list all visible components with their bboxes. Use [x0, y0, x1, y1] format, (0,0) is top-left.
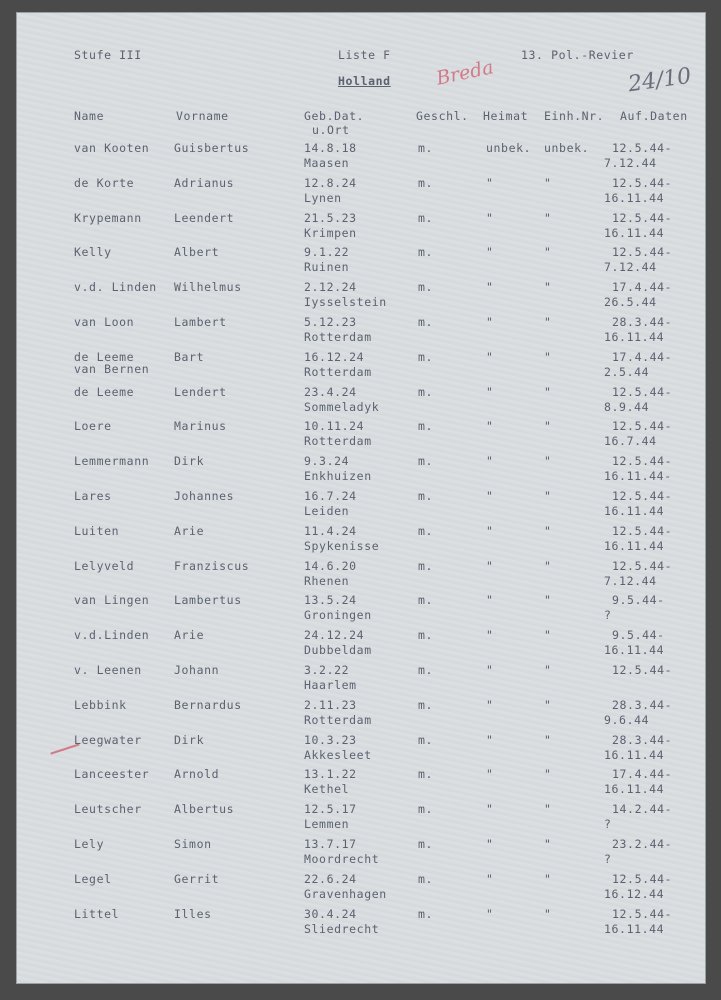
sex-cell: m. — [418, 211, 434, 225]
stay-start-cell: 28.3.44- — [612, 315, 673, 329]
birth-place-cell: Lynen — [304, 191, 342, 205]
record-row — [16, 628, 706, 664]
stufe-label: Stufe III — [74, 48, 142, 62]
first-name-cell: Gerrit — [174, 872, 220, 886]
stay-start-cell: 17.4.44- — [612, 350, 673, 364]
birth-date-cell: 16.12.24 — [304, 350, 365, 364]
birth-place-cell: Dubbeldam — [304, 643, 372, 657]
birth-place-cell: Moordrecht — [304, 852, 380, 866]
stay-end-cell: 7.12.44 — [604, 260, 657, 274]
record-row — [16, 872, 706, 908]
surname-cell: Kelly — [74, 245, 112, 259]
birth-place-cell: Haarlem — [304, 678, 357, 692]
unit-number-cell: " — [544, 211, 552, 225]
birth-date-cell: 2.12.24 — [304, 280, 357, 294]
unit-number-cell: " — [544, 245, 552, 259]
sex-cell: m. — [418, 524, 434, 538]
record-row — [16, 767, 706, 803]
first-name-cell: Guisbertus — [174, 141, 250, 155]
red-stamp: Breda — [434, 56, 496, 90]
surname-continuation-cell: van Bernen — [74, 362, 150, 376]
surname-cell: v.d.Linden — [74, 628, 150, 642]
surname-cell: Lanceester — [74, 767, 150, 781]
birth-date-cell: 12.8.24 — [304, 176, 357, 190]
sex-cell: m. — [418, 350, 434, 364]
unit-number-cell: " — [544, 698, 552, 712]
liste-label: Liste F — [338, 48, 391, 62]
surname-cell: Lely — [74, 837, 105, 851]
sex-cell: m. — [418, 454, 434, 468]
stay-end-cell: 7.12.44 — [604, 574, 657, 588]
sex-cell: m. — [418, 802, 434, 816]
sex-cell: m. — [418, 559, 434, 573]
surname-cell: Legel — [74, 872, 112, 886]
first-name-cell: Marinus — [174, 419, 227, 433]
first-name-cell: Arie — [174, 628, 205, 642]
surname-cell: de Leeme — [74, 385, 135, 399]
birth-place-cell: Rotterdam — [304, 365, 372, 379]
stay-end-cell: 16.11.44 — [604, 643, 665, 657]
unit-number-cell: " — [544, 524, 552, 538]
birth-date-cell: 21.5.23 — [304, 211, 357, 225]
sex-cell: m. — [418, 837, 434, 851]
stay-start-cell: 12.5.44- — [612, 385, 673, 399]
birth-place-cell: Kethel — [304, 782, 350, 796]
stay-end-cell: 16.11.44 — [604, 226, 665, 240]
surname-cell: van Kooten — [74, 141, 150, 155]
birth-date-cell: 11.4.24 — [304, 524, 357, 538]
birth-date-cell: 30.4.24 — [304, 907, 357, 921]
birth-place-cell: Iysselstein — [304, 295, 387, 309]
unit-number-cell: " — [544, 419, 552, 433]
first-name-cell: Dirk — [174, 454, 205, 468]
stay-start-cell: 12.5.44- — [612, 211, 673, 225]
stay-end-cell: 2.5.44 — [604, 365, 650, 379]
stay-start-cell: 12.5.44- — [612, 489, 673, 503]
first-name-cell: Bernardus — [174, 698, 242, 712]
home-cell: " — [486, 315, 494, 329]
sex-cell: m. — [418, 245, 434, 259]
sex-cell: m. — [418, 767, 434, 781]
home-cell: " — [486, 802, 494, 816]
stay-end-cell: ? — [604, 817, 612, 831]
first-name-cell: Franziscus — [174, 559, 250, 573]
birth-place-cell: Sommeladyk — [304, 400, 380, 414]
stay-end-cell: 16.11.44- — [604, 469, 672, 483]
record-row — [16, 315, 706, 351]
birth-place-cell: Rhenen — [304, 574, 350, 588]
record-row — [16, 245, 706, 281]
stay-start-cell: 12.5.44- — [612, 663, 673, 677]
record-row — [16, 350, 706, 386]
record-row — [16, 489, 706, 525]
first-name-cell: Albertus — [174, 802, 235, 816]
sex-cell: m. — [418, 176, 434, 190]
unit-number-cell: " — [544, 176, 552, 190]
first-name-cell: Simon — [174, 837, 212, 851]
surname-cell: van Lingen — [74, 593, 150, 607]
birth-date-cell: 14.6.20 — [304, 559, 357, 573]
stay-end-cell: 16.11.44 — [604, 330, 665, 344]
birth-place-cell: Rotterdam — [304, 330, 372, 344]
surname-cell: v.d. Linden — [74, 280, 157, 294]
birth-date-cell: 23.4.24 — [304, 385, 357, 399]
birth-place-cell: Spykenisse — [304, 539, 380, 553]
stay-start-cell: 12.5.44- — [612, 245, 673, 259]
stay-end-cell: 9.6.44 — [604, 713, 650, 727]
record-row — [16, 907, 706, 943]
birth-date-cell: 10.11.24 — [304, 419, 365, 433]
stay-start-cell: 17.4.44- — [612, 280, 673, 294]
stay-start-cell: 9.5.44- — [612, 628, 665, 642]
birth-date-cell: 14.8.18 — [304, 141, 357, 155]
birth-date-cell: 9.1.22 — [304, 245, 350, 259]
birth-place-cell: Akkesleet — [304, 748, 372, 762]
birth-place-cell: Gravenhagen — [304, 887, 387, 901]
stay-start-cell: 12.5.44- — [612, 559, 673, 573]
stay-end-cell: 26.5.44 — [604, 295, 657, 309]
birth-date-cell: 10.3.23 — [304, 733, 357, 747]
birth-place-cell: Rotterdam — [304, 713, 372, 727]
record-row — [16, 559, 706, 595]
sex-cell: m. — [418, 280, 434, 294]
stay-end-cell: 16.11.44 — [604, 922, 665, 936]
col-name: Name — [74, 109, 105, 123]
unit-number-cell: unbek. — [544, 141, 590, 155]
first-name-cell: Adrianus — [174, 176, 235, 190]
stay-start-cell: 12.5.44- — [612, 907, 673, 921]
surname-cell: Luiten — [74, 524, 120, 538]
unit-number-cell: " — [544, 593, 552, 607]
birth-date-cell: 5.12.23 — [304, 315, 357, 329]
first-name-cell: Johann — [174, 663, 220, 677]
first-name-cell: Lendert — [174, 385, 227, 399]
home-cell: " — [486, 524, 494, 538]
stay-start-cell: 23.2.44- — [612, 837, 673, 851]
unit-number-cell: " — [544, 663, 552, 677]
sex-cell: m. — [418, 419, 434, 433]
record-row — [16, 385, 706, 421]
home-cell: " — [486, 350, 494, 364]
first-name-cell: Bart — [174, 350, 205, 364]
birth-date-cell: 13.5.24 — [304, 593, 357, 607]
stay-start-cell: 12.5.44- — [612, 141, 673, 155]
stay-end-cell: ? — [604, 852, 612, 866]
unit-number-cell: " — [544, 385, 552, 399]
unit-number-cell: " — [544, 315, 552, 329]
record-row — [16, 837, 706, 873]
home-cell: " — [486, 837, 494, 851]
first-name-cell: Lambert — [174, 315, 227, 329]
record-row — [16, 663, 706, 699]
stay-end-cell: 16.7.44 — [604, 434, 657, 448]
sex-cell: m. — [418, 663, 434, 677]
unit-number-cell: " — [544, 454, 552, 468]
stay-end-cell: 16.11.44 — [604, 191, 665, 205]
birth-place-cell: Ruinen — [304, 260, 350, 274]
first-name-cell: Dirk — [174, 733, 205, 747]
stay-start-cell: 12.5.44- — [612, 454, 673, 468]
birth-place-cell: Enkhuizen — [304, 469, 372, 483]
record-row — [16, 593, 706, 629]
sex-cell: m. — [418, 733, 434, 747]
sex-cell: m. — [418, 907, 434, 921]
col-auf-daten: Auf.Daten — [620, 109, 688, 123]
record-row — [16, 802, 706, 838]
surname-cell: Littel — [74, 907, 120, 921]
stay-start-cell: 28.3.44- — [612, 733, 673, 747]
first-name-cell: Arnold — [174, 767, 220, 781]
record-row — [16, 524, 706, 560]
surname-cell: Krypemann — [74, 211, 142, 225]
first-name-cell: Arie — [174, 524, 205, 538]
birth-date-cell: 13.1.22 — [304, 767, 357, 781]
birth-date-cell: 24.12.24 — [304, 628, 365, 642]
first-name-cell: Johannes — [174, 489, 235, 503]
sex-cell: m. — [418, 385, 434, 399]
col-heimat: Heimat — [483, 109, 529, 123]
birth-date-cell: 2.11.23 — [304, 698, 357, 712]
birth-date-cell: 3.2.22 — [304, 663, 350, 677]
document-page — [16, 12, 706, 984]
stay-start-cell: 12.5.44- — [612, 872, 673, 886]
handwritten-reference: 24/10 — [626, 63, 693, 98]
home-cell: " — [486, 176, 494, 190]
record-row — [16, 141, 706, 177]
stay-end-cell: 7.12.44 — [604, 156, 657, 170]
home-cell: " — [486, 280, 494, 294]
surname-cell: Leegwater — [74, 733, 142, 747]
unit-number-cell: " — [544, 872, 552, 886]
sex-cell: m. — [418, 315, 434, 329]
first-name-cell: Leendert — [174, 211, 235, 225]
surname-cell: Lelyveld — [74, 559, 135, 573]
home-cell: unbek. — [486, 141, 532, 155]
unit-number-cell: " — [544, 280, 552, 294]
unit-number-cell: " — [544, 907, 552, 921]
home-cell: " — [486, 559, 494, 573]
unit-number-cell: " — [544, 628, 552, 642]
stay-end-cell: 16.11.44 — [604, 504, 665, 518]
stay-start-cell: 14.2.44- — [612, 802, 673, 816]
home-cell: " — [486, 489, 494, 503]
surname-cell: Loere — [74, 419, 112, 433]
stay-start-cell: 12.5.44- — [612, 524, 673, 538]
birth-date-cell: 9.3.24 — [304, 454, 350, 468]
stay-start-cell: 28.3.44- — [612, 698, 673, 712]
record-row — [16, 454, 706, 490]
home-cell: " — [486, 419, 494, 433]
home-cell: " — [486, 454, 494, 468]
birth-place-cell: Groningen — [304, 608, 372, 622]
stay-end-cell: 16.11.44 — [604, 748, 665, 762]
stay-start-cell: 17.4.44- — [612, 767, 673, 781]
record-row — [16, 211, 706, 247]
home-cell: " — [486, 211, 494, 225]
col-geschl: Geschl. — [416, 109, 469, 123]
first-name-cell: Illes — [174, 907, 212, 921]
birth-date-cell: 22.6.24 — [304, 872, 357, 886]
surname-cell: van Loon — [74, 315, 135, 329]
home-cell: " — [486, 628, 494, 642]
document-title: Holland — [338, 74, 391, 88]
first-name-cell: Wilhelmus — [174, 280, 242, 294]
home-cell: " — [486, 245, 494, 259]
record-row — [16, 280, 706, 316]
sex-cell: m. — [418, 628, 434, 642]
sex-cell: m. — [418, 141, 434, 155]
birth-place-cell: Maasen — [304, 156, 350, 170]
col-ort: u.Ort — [312, 123, 350, 137]
stay-start-cell: 9.5.44- — [612, 593, 665, 607]
record-row — [16, 176, 706, 212]
surname-cell: v. Leenen — [74, 663, 142, 677]
unit-number-cell: " — [544, 350, 552, 364]
home-cell: " — [486, 698, 494, 712]
sex-cell: m. — [418, 872, 434, 886]
revier-label: 13. Pol.-Revier — [521, 48, 634, 62]
stay-end-cell: 16.11.44 — [604, 782, 665, 796]
birth-place-cell: Leiden — [304, 504, 350, 518]
home-cell: " — [486, 385, 494, 399]
home-cell: " — [486, 872, 494, 886]
unit-number-cell: " — [544, 837, 552, 851]
unit-number-cell: " — [544, 559, 552, 573]
birth-place-cell: Krimpen — [304, 226, 357, 240]
unit-number-cell: " — [544, 802, 552, 816]
birth-place-cell: Sliedrecht — [304, 922, 380, 936]
home-cell: " — [486, 663, 494, 677]
stay-start-cell: 12.5.44- — [612, 176, 673, 190]
sex-cell: m. — [418, 593, 434, 607]
birth-place-cell: Lemmen — [304, 817, 350, 831]
record-row — [16, 698, 706, 734]
surname-cell: Lemmermann — [74, 454, 150, 468]
home-cell: " — [486, 907, 494, 921]
birth-date-cell: 12.5.17 — [304, 802, 357, 816]
surname-cell: Leutscher — [74, 802, 142, 816]
surname-cell: Lebbink — [74, 698, 127, 712]
sex-cell: m. — [418, 489, 434, 503]
surname-cell: de Korte — [74, 176, 135, 190]
stay-end-cell: 16.11.44 — [604, 539, 665, 553]
first-name-cell: Lambertus — [174, 593, 242, 607]
birth-date-cell: 13.7.17 — [304, 837, 357, 851]
birth-place-cell: Rotterdam — [304, 434, 372, 448]
sex-cell: m. — [418, 698, 434, 712]
col-geb-dat: Geb.Dat. — [304, 109, 365, 123]
surname-cell: Lares — [74, 489, 112, 503]
record-row — [16, 733, 706, 769]
stay-end-cell: 16.12.44 — [604, 887, 665, 901]
unit-number-cell: " — [544, 489, 552, 503]
home-cell: " — [486, 593, 494, 607]
col-einh-nr: Einh.Nr. — [544, 109, 605, 123]
stay-start-cell: 12.5.44- — [612, 419, 673, 433]
stay-end-cell: 8.9.44 — [604, 400, 650, 414]
stay-end-cell: ? — [604, 608, 612, 622]
surname-cell: de Leeme — [74, 350, 135, 364]
record-row — [16, 419, 706, 455]
unit-number-cell: " — [544, 733, 552, 747]
unit-number-cell: " — [544, 767, 552, 781]
col-vorname: Vorname — [176, 109, 229, 123]
first-name-cell: Albert — [174, 245, 220, 259]
home-cell: " — [486, 733, 494, 747]
home-cell: " — [486, 767, 494, 781]
birth-date-cell: 16.7.24 — [304, 489, 357, 503]
